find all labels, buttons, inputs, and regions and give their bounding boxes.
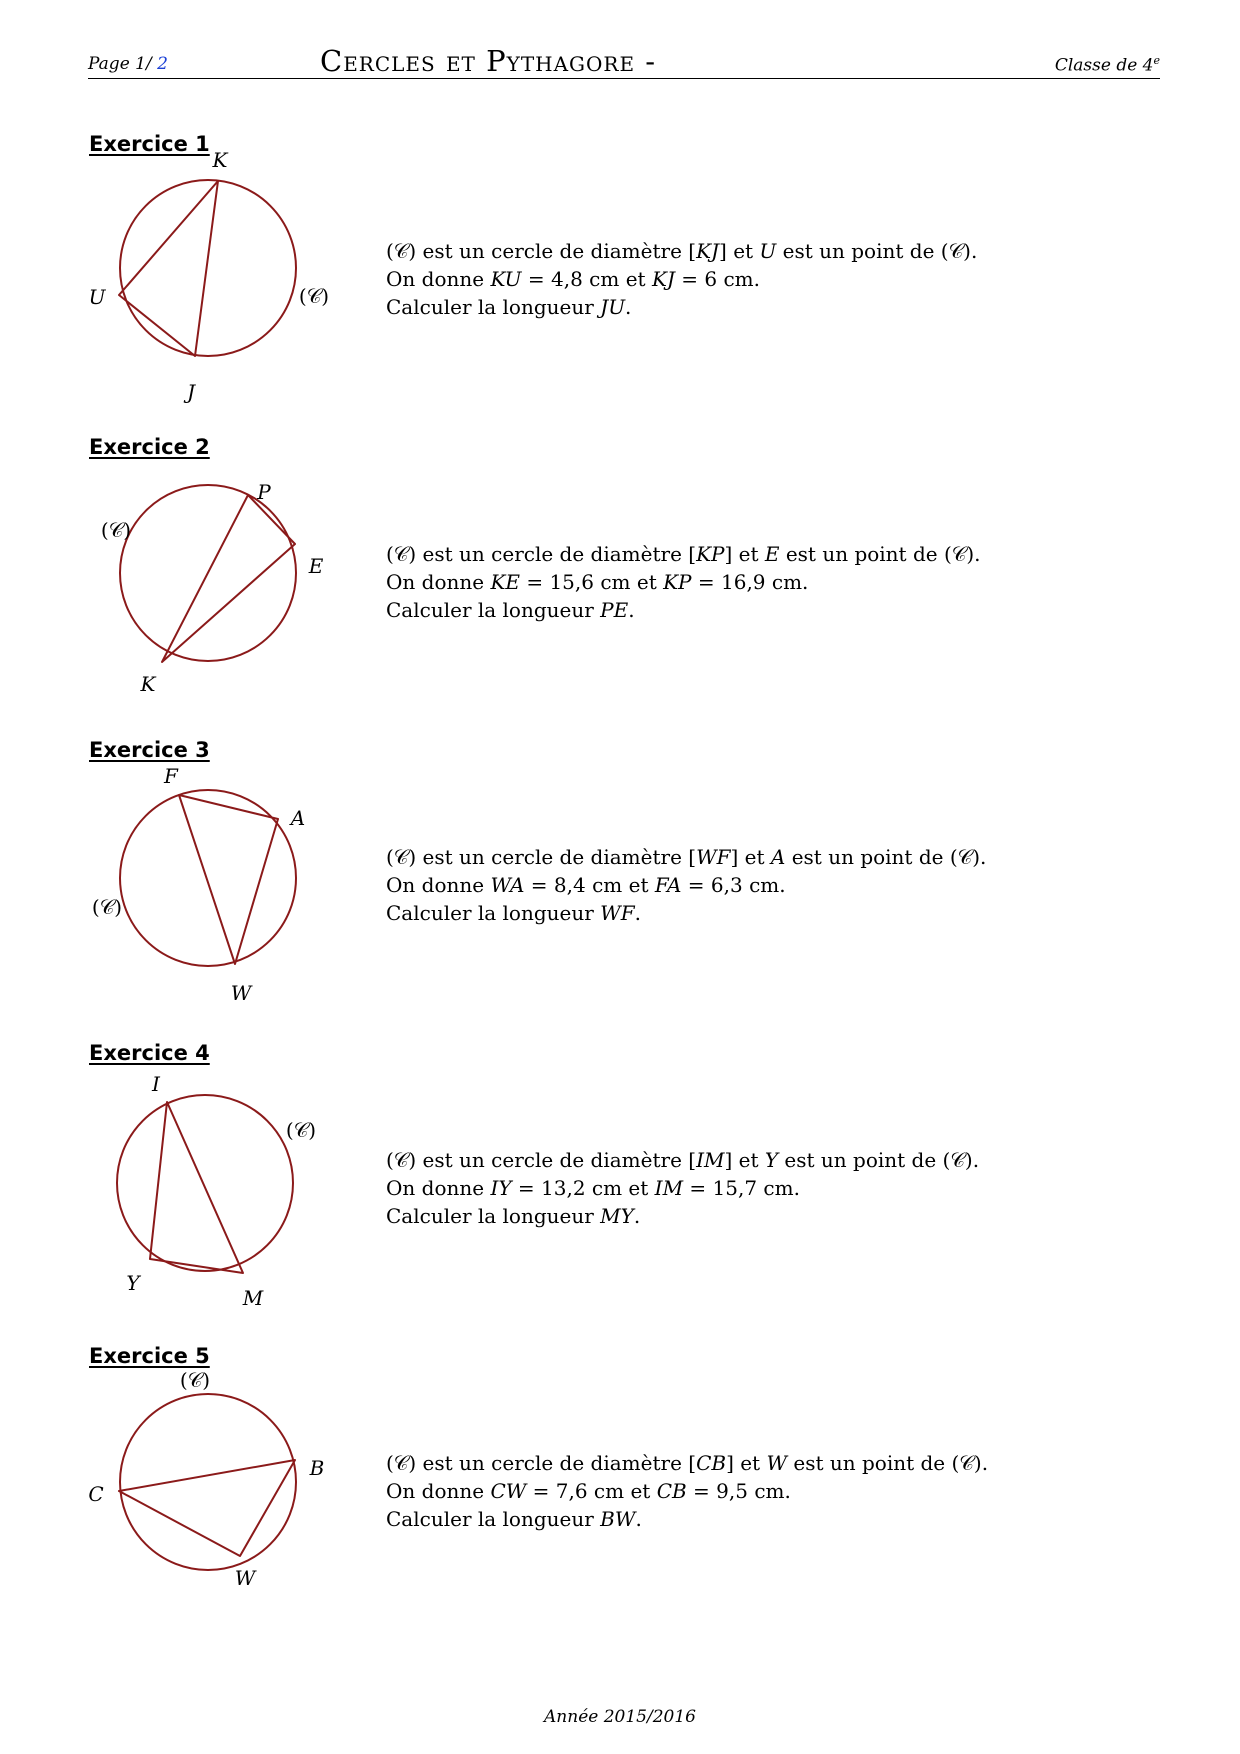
exercise-2	[88, 435, 1160, 715]
exercise-title: Exercice 2	[89, 435, 210, 459]
point-label-e: E	[308, 554, 324, 578]
point-label-w: W	[234, 1566, 256, 1590]
point-label-m: M	[242, 1286, 264, 1310]
triangle-kuj	[119, 181, 218, 356]
point-label-c: C	[88, 1482, 104, 1506]
exercise-1	[88, 132, 1160, 412]
point-label-w: W	[230, 981, 252, 1005]
exercise-title: Exercice 5	[89, 1344, 210, 1368]
exercise-4	[88, 1041, 1160, 1321]
point-label-u: U	[88, 285, 106, 309]
point-label-p: P	[257, 480, 271, 504]
circle-c	[120, 180, 296, 356]
exercise-statement: (𝒞) est un cercle de diamètre [WF] et A est un point de (𝒞). On donne WA = 8,4 cm et FA = 6,3 cm. Calculer la longueur WF.	[386, 845, 987, 925]
exercise-title: Exercice 3	[89, 738, 210, 762]
point-label-j: J	[186, 380, 196, 404]
page-header	[88, 44, 1160, 80]
point-label-f: F	[164, 764, 178, 788]
exercise-5	[88, 1344, 1160, 1624]
triangle-pek	[162, 495, 295, 662]
page-footer: Année 2015/2016	[544, 1707, 696, 1727]
circle-label: (𝒞)	[285, 1118, 317, 1142]
circle-label: (𝒞)	[91, 895, 123, 919]
exercise-statement: (𝒞) est un cercle de diamètre [CB] et W est un point de (𝒞). On donne CW = 7,6 cm et CB = 9,5 cm. Calculer la longueur BW.	[386, 1451, 989, 1531]
circle-label: (𝒞)	[100, 518, 132, 542]
exercise-statement: (𝒞) est un cercle de diamètre [IM] et Y est un point de (𝒞). On donne IY = 13,2 cm et IM = 15,7 cm. Calculer la longueur MY.	[386, 1148, 980, 1228]
class-level: Classe de 4e	[1054, 54, 1160, 76]
circle-c	[120, 1394, 296, 1570]
page-number: Page 1/ 2	[88, 54, 168, 74]
point-label-i: I	[152, 1072, 160, 1096]
exercise-3-figure	[88, 764, 348, 1008]
exercise-statement: (𝒞) est un cercle de diamètre [KJ] et U est un point de (𝒞). On donne KU = 4,8 cm et KJ = 6 cm. Calculer la longueur JU.	[386, 239, 978, 319]
triangle-cbw	[119, 1460, 295, 1556]
point-label-k: K	[212, 148, 228, 172]
exercise-5-figure	[88, 1368, 348, 1614]
document-title: Cercles et Pythagore -	[320, 44, 657, 78]
exercise-title: Exercice 1	[89, 132, 210, 156]
point-label-b: B	[309, 1456, 325, 1480]
triangle-faw	[179, 795, 278, 964]
circle-c	[117, 1095, 293, 1271]
point-label-k: K	[140, 672, 156, 696]
exercise-4-figure	[88, 1071, 348, 1311]
point-label-a: A	[290, 806, 306, 830]
exercise-statement: (𝒞) est un cercle de diamètre [KP] et E est un point de (𝒞). On donne KE = 15,6 cm et KP = 16,9 cm. Calculer la longueur PE.	[386, 542, 981, 622]
header-rule	[88, 78, 1160, 79]
exercise-2-figure	[88, 465, 348, 705]
exercise-title: Exercice 4	[89, 1041, 210, 1065]
page-total-link[interactable]: 2	[157, 54, 168, 74]
circle-label: (𝒞)	[179, 1368, 211, 1392]
exercise-1-figure	[88, 148, 348, 404]
point-label-y: Y	[126, 1271, 140, 1295]
exercise-3	[88, 738, 1160, 1018]
circle-label: (𝒞)	[298, 284, 330, 308]
triangle-iym	[150, 1102, 243, 1273]
